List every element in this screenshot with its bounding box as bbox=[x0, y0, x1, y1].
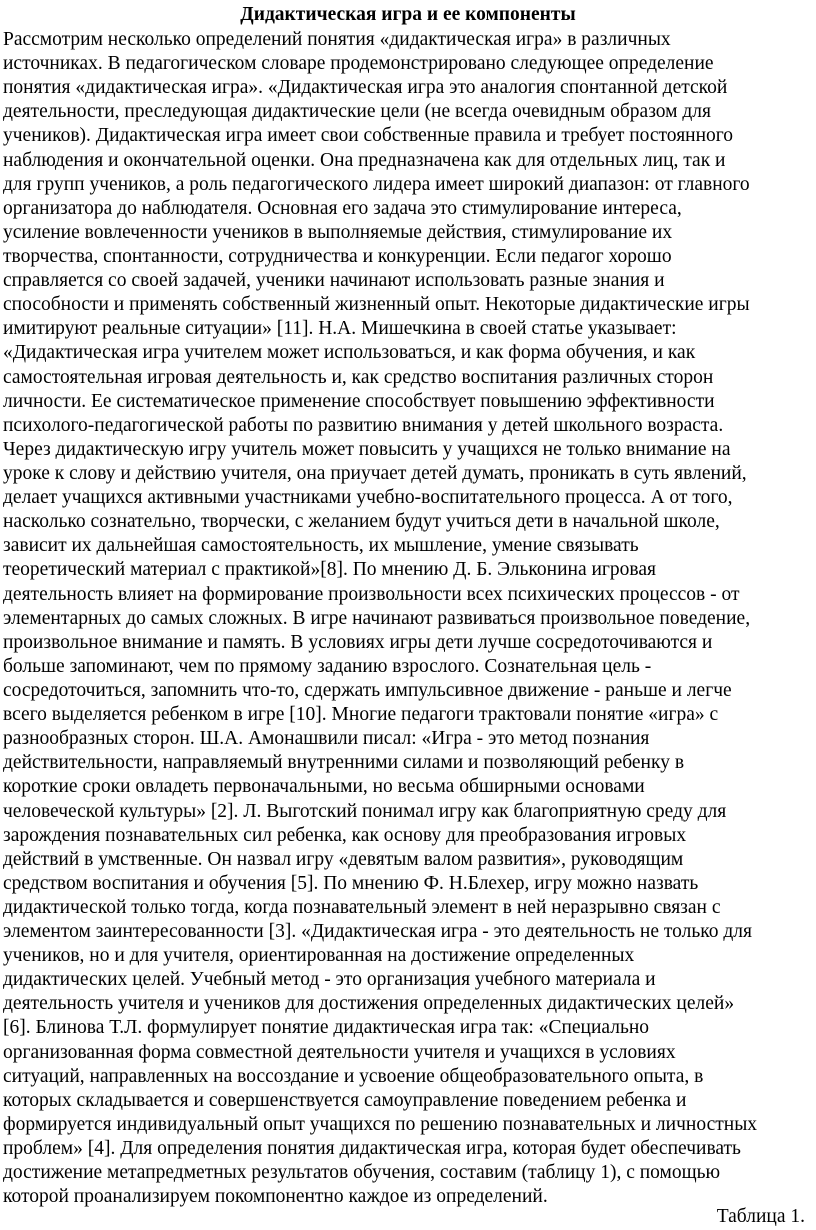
text-line: элементарных до самых сложных. В игре начинают развиваться произвольное поведение, bbox=[3, 607, 751, 629]
text-line: организованная форма совместной деятельности учителя и учащихся в условиях bbox=[3, 1041, 676, 1063]
text-line: больше запоминают, чем по прямому заданию взрослого. Сознательная цель - bbox=[3, 655, 652, 677]
text-line: усиление вовлеченности учеников в выполняемые действия, стимулирование их bbox=[3, 221, 673, 243]
text-line: понятия «дидактическая игра». «Дидактическая игра это аналогия спонтанной детской bbox=[3, 77, 728, 99]
text-line: дидактических целей. Учебный метод - это организация учебного материала и bbox=[3, 969, 656, 991]
text-line: способности и применять собственный жизненный опыт. Некоторые дидактические игры bbox=[3, 294, 750, 316]
text-line: элементом заинтересованности [3]. «Дидактическая игра - это деятельность не только для bbox=[3, 921, 752, 943]
text-line: [6]. Блинова Т.Л. формулирует понятие дидактическая игра так: «Специально bbox=[3, 1017, 650, 1039]
text-line: действий в умственные. Он назвал игру «девятым валом развития», руководящим bbox=[3, 848, 684, 870]
text-line: самостоятельная игровая деятельность и, как средство воспитания различных сторон bbox=[3, 366, 714, 388]
text-line: средством воспитания и обучения [5]. По мнению Ф. Н.Блехер, игру можно назвать bbox=[3, 872, 699, 894]
table-caption: Таблица 1. bbox=[716, 1206, 805, 1227]
text-line: деятельность влияет на формирование произвольности всех психических процессов - от bbox=[3, 583, 740, 605]
text-line: человеческой культуры» [2]. Л. Выготский понимал игру как благоприятную среду для bbox=[3, 800, 727, 822]
text-line: Через дидактическую игру учитель может повысить у учащихся не только внимание на bbox=[3, 438, 731, 460]
text-line: имитируют реальные ситуации» [11]. Н.А. Мишечкина в своей статье указывает: bbox=[3, 318, 677, 340]
text-line: зависит их дальнейшая самостоятельность, их мышление, умение связывать bbox=[3, 535, 639, 557]
text-line: всего выделяется ребенком в игре [10]. Многие педагоги трактовали понятие «игра» с bbox=[3, 704, 719, 726]
body-text bbox=[3, 28, 815, 1209]
text-line: произвольное внимание и память. В условиях игры дети лучше сосредоточиваются и bbox=[3, 631, 713, 653]
text-line: проблем» [4]. Для определения понятия дидактическая игра, которая будет обеспечивать bbox=[3, 1138, 741, 1160]
text-line: которых складывается и совершенствуется самоуправление поведением ребенка и bbox=[3, 1089, 687, 1111]
text-line: ситуаций, направленных на воссоздание и усвоение общеобразовательного опыта, в bbox=[3, 1065, 704, 1087]
text-line: творчества, спонтанности, сотрудничества и конкуренции. Если педагог хорошо bbox=[3, 245, 672, 267]
text-line: источниках. В педагогическом словаре продемонстрировано следующее определение bbox=[3, 53, 714, 75]
text-line: учеников, но и для учителя, ориентированная на достижение определенных bbox=[3, 945, 635, 967]
text-line: формируется индивидуальный опыт учащихся по решению познавательных и личностных bbox=[3, 1113, 758, 1135]
text-line: личности. Ее систематическое применение способствует повышению эффективности bbox=[3, 390, 715, 412]
text-line: насколько сознательно, творчески, с желанием будут учиться дети в начальной школе, bbox=[3, 511, 720, 533]
document-title: Дидактическая игра и ее компоненты bbox=[240, 4, 576, 25]
text-line: деятельность учителя и учеников для достижения определенных дидактических целей» bbox=[3, 993, 735, 1015]
text-line: справляется со своей задачей, ученики начинают использовать разные знания и bbox=[3, 270, 665, 292]
text-line: сосредоточиться, запомнить что-то, сдержать импульсивное движение - раньше и легче bbox=[3, 679, 732, 701]
text-line: короткие сроки овладеть первоначальными, но весьма обширными основами bbox=[3, 776, 645, 798]
text-line: деятельности, преследующая дидактические цели (не всегда очевидным образом для bbox=[3, 101, 712, 123]
text-line: дидактической только тогда, когда познавательный элемент в ней неразрывно связан с bbox=[3, 896, 721, 918]
text-line: уроке к слову и действию учителя, она приучает детей думать, проникать в суть явлений, bbox=[3, 462, 747, 484]
text-line: для групп учеников, а роль педагогического лидера имеет широкий диапазон: от главного bbox=[3, 173, 750, 195]
text-line: организатора до наблюдателя. Основная его задача это стимулирование интереса, bbox=[3, 197, 682, 219]
text-line: достижение метапредметных результатов обучения, составим (таблицу 1), с помощью bbox=[3, 1162, 721, 1184]
text-line: действительности, направляемый внутренними силами и позволяющий ребенку в bbox=[3, 752, 685, 774]
text-line: разнообразных сторон. Ш.А. Амонашвили писал: «Игра - это метод познания bbox=[3, 728, 650, 750]
text-line: теоретический материал с практикой»[8]. По мнению Д. Б. Эльконина игровая bbox=[3, 559, 656, 581]
text-line: которой проанализируем покомпонентно каждое из определений. bbox=[3, 1186, 548, 1208]
text-line: наблюдения и окончательной оценки. Она предназначена как для отдельных лиц, так и bbox=[3, 149, 726, 171]
text-line: зарождения познавательных сил ребенка, как основу для преобразования игровых bbox=[3, 824, 687, 846]
text-line: Рассмотрим несколько определений понятия «дидактическая игра» в различных bbox=[3, 29, 671, 50]
text-line: делает учащихся активными участниками учебно-воспитательного процесса. А от того, bbox=[3, 487, 733, 509]
text-line: учеников). Дидактическая игра имеет свои собственные правила и требует постоянного bbox=[3, 125, 734, 147]
text-line: психолого-педагогической работы по развитию внимания у детей школьного возраста. bbox=[3, 414, 724, 436]
text-line: «Дидактическая игра учителем может использоваться, и как форма обучения, и как bbox=[3, 342, 696, 364]
